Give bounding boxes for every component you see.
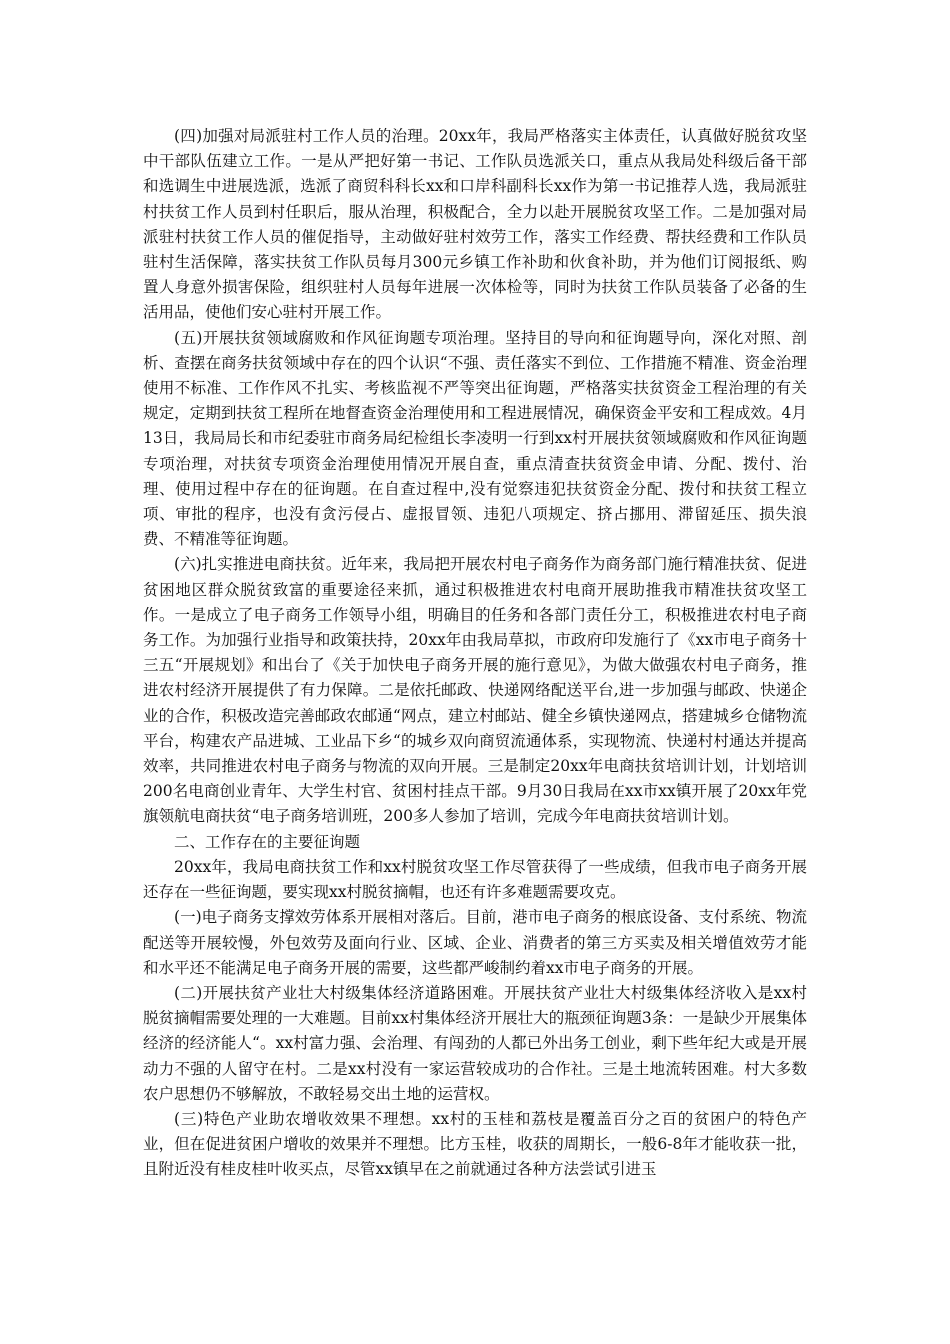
paragraph-section-4: (四)加强对局派驻村工作人员的治理。20xx年，我局严格落实主体责任，认真做好脱贫攻坚中干部队伍建立工作。一是从严把好第一书记、工作队员选派关口，重点从我局处科级后备干部和选调生中进展选派，选派了商贸科科长xx和口岸科副科长xx作为第一书记推荐人选，我局派驻村扶贫工作人员到村任职后，服从治理，积极配合，全力以赴开展脱贫攻坚工作。二是加强对局派驻村扶贫工作人员的催促指导，主动做好驻村效劳工作，落实工作经费、帮扶经费和工作队员驻村生活保障，落实扶贫工作队员每月300元乡镇工作补助和伙食补助，并为他们订阅报纸、购置人身意外损害保险，组织驻村人员每年进展一次体检等，同时为扶贫工作队员装备了必备的生活用品，使他们安心驻村开展工作。 [143,127,807,322]
paragraph-problem-3: (三)特色产业助农增收效果不理想。xx村的玉桂和荔枝是覆盖百分之百的贫困户的特色产业，但在促进贫困户增收的效果并不理想。比方玉桂，收获的周期长，一般6-8年才能收获一批，且附近没有桂皮桂叶收买点，尽管xx镇早在之前就通过各种方法尝试引进玉 [143,1109,807,1179]
paragraph-section-5: (五)开展扶贫领域腐败和作风征询题专项治理。坚持目的导向和征询题导向，深化对照、剖析、查摆在商务扶贫领域中存在的四个认识“不强、责任落实不到位、工作措施不精准、资金治理使用不标准、工作作风不扎实、考核监视不严等突出征询题，严格落实扶贫资金工程治理的有关规定，定期到扶贫工程所在地督查资金治理使用和工程进展情况，确保资金平安和工程成效。4月13日，我局局长和市纪委驻市商务局纪检组长李凌明一行到xx村开展扶贫领域腐败和作风征询题专项治理，对扶贫专项资金治理使用情况开展自查，重点清查扶贫资金申请、分配、拨付、治理、使用过程中存在的征询题。在自查过程中,没有觉察违犯扶贫资金分配、拨付和扶贫工程立项、审批的程序，也没有贪污侵占、虚报冒领、违犯八项规定、挤占挪用、滞留延压、损失浪费、不精准等征询题。 [143,328,807,549]
paragraph-section-6: (六)扎实推进电商扶贫。近年来，我局把开展农村电子商务作为商务部门施行精准扶贫、促进贫困地区群众脱贫致富的重要途径来抓，通过积极推进农村电商开展助推我市精准扶贫攻坚工作。一是成立了电子商务工作领导小组，明确目的任务和各部门责任分工，积极推进农村电子商务工作。为加强行业指导和政策扶持，20xx年由我局草拟，市政府印发施行了《xx市电子商务十三五“开展规划》和出台了《关于加快电子商务开展的施行意见》，为做大做强农村电子商务，推进农村经济开展提供了有力保障。二是依托邮政、快递网络配送平台,进一步加强与邮政、快递企业的合作，积极改造完善邮政农邮通“网点，建立村邮站、健全乡镇快递网点，搭建城乡仓储物流平台，构建农产品进城、工业品下乡“的城乡双向商贸流通体系，实现物流、快递村村通达并提高效率，共同推进农村电子商务与物流的双向开展。三是制定20xx年电商扶贫培训计划，计划培训200名电商创业青年、大学生村官、贫困村挂点干部。9月30日我局在xx市xx镇开展了20xx年党旗领航电商扶贫“电子商务培训班，200多人参加了培训，完成今年电商扶贫培训计划。 [143,555,807,826]
document-page [143,124,807,1183]
paragraph-problem-1: (一)电子商务支撑效劳体系开展相对落后。目前，港市电子商务的根底设备、支付系统、物流配送等开展较慢，外包效劳及面向行业、区域、企业、消费者的第三方买卖及相关增值效劳才能和水平还不能满足电子商务开展的需要，这些都严峻制约着xx市电子商务的开展。 [143,908,807,977]
paragraph-problems-intro: 20xx年，我局电商扶贫工作和xx村脱贫攻坚工作尽管获得了一些成绩，但我市电子商务开展还存在一些征询题，要实现xx村脱贫摘帽，也还有许多难题需要攻克。 [143,857,807,902]
section-heading-problems: 二、工作存在的主要征询题 [174,832,361,851]
paragraph-problem-2: (二)开展扶贫产业壮大村级集体经济道路困难。开展扶贫产业壮大村级集体经济收入是xx村脱贫摘帽需要处理的一大难题。目前xx村集体经济开展壮大的瓶颈征询题3条：一是缺少开展集体经济的经济能人“。xx村富力强、会治理、有闯劲的人都已外出务工创业，剩下些年纪大或是开展动力不强的人留守在村。二是xx村没有一家运营较成功的合作社。三是土地流转困难。村大多数农户思想仍不够解放，不敢轻易交出土地的运营权。 [143,983,807,1103]
